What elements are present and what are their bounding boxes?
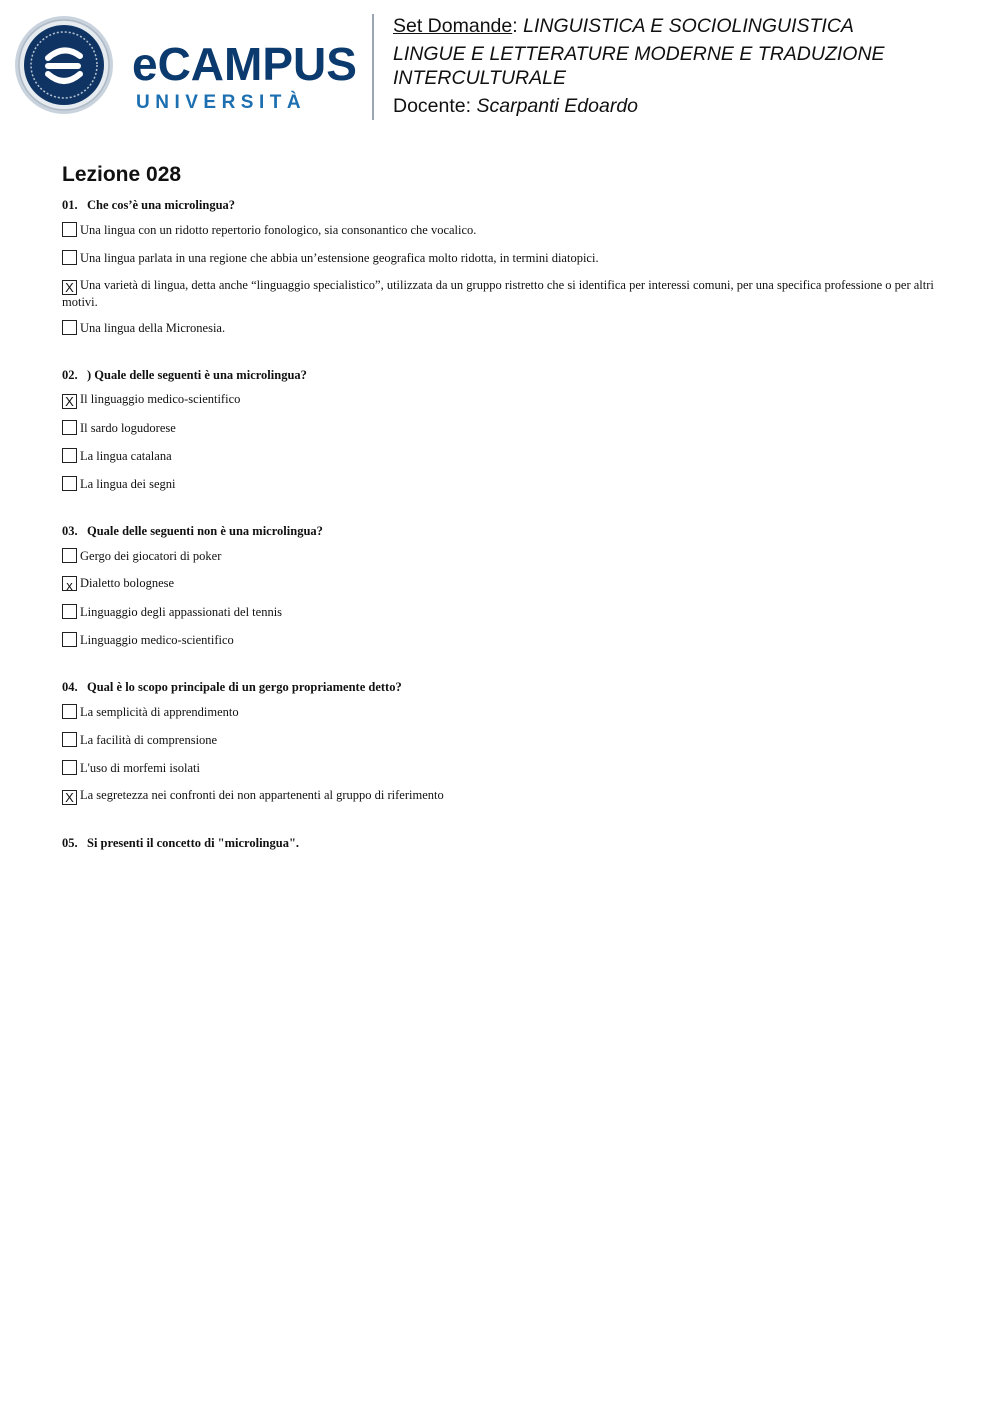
question-number: 04. <box>62 680 78 694</box>
teacher-label: Docente: <box>393 95 472 117</box>
answer-option <box>62 548 942 566</box>
teacher-line <box>393 94 983 118</box>
option-text: Dialetto bolognese <box>80 576 175 590</box>
question-block <box>62 678 942 806</box>
question-block <box>62 522 942 650</box>
option-text: La lingua dei segni <box>80 477 176 491</box>
header-divider <box>372 14 374 120</box>
lesson-title: Lezione 028 <box>62 163 182 186</box>
question-number: 02. <box>62 368 78 382</box>
answer-option <box>62 222 942 240</box>
option-text: Linguaggio degli appassionati del tennis <box>80 605 283 619</box>
checkbox-icon[interactable] <box>62 320 77 335</box>
option-text: Una lingua della Micronesia. <box>80 321 226 335</box>
checkbox-icon[interactable] <box>62 604 77 619</box>
checkbox-icon[interactable] <box>62 704 77 719</box>
answer-option <box>62 250 942 268</box>
course-title: LINGUISTICA E SOCIOLINGUISTICA <box>523 15 854 37</box>
option-text: Una lingua parlata in una regione che abbia un’estensione geografica molto ridotta, in termini diatopici. <box>80 251 599 265</box>
answer-option <box>62 704 942 722</box>
checkbox-icon[interactable] <box>62 222 77 237</box>
set-label: Set Domande <box>393 15 513 37</box>
checked-checkbox-icon[interactable]: X <box>62 394 77 409</box>
checkbox-icon[interactable] <box>62 548 77 563</box>
question-text: Qual è lo scopo principale di un gergo propriamente detto? <box>87 680 402 694</box>
document-header <box>393 14 983 118</box>
answer-option <box>62 320 942 338</box>
logo-wordmark: eCAMPUS <box>132 38 357 90</box>
question-number: 03. <box>62 524 78 538</box>
option-text: La facilità di comprensione <box>80 733 218 747</box>
answer-option <box>62 576 942 594</box>
question-text: Che cos’è una microlingua? <box>87 198 236 212</box>
option-text: L'uso di morfemi isolati <box>80 761 200 775</box>
option-text: Il sardo logudorese <box>80 421 176 435</box>
question-title <box>62 196 942 214</box>
answer-option <box>62 278 942 310</box>
degree-line-1: LINGUE E LETTERATURE MODERNE E TRADUZIONE <box>393 43 885 65</box>
option-text: Linguaggio medico-scientifico <box>80 633 234 647</box>
option-text: La semplicità di apprendimento <box>80 705 239 719</box>
degree-line-2: INTERCULTURALE <box>393 67 566 89</box>
question-title <box>62 678 942 696</box>
question-title <box>62 834 942 852</box>
question-title <box>62 366 942 384</box>
option-text: Una varietà di lingua, detta anche “linguaggio specialistico”, utilizzata da un gruppo ristretto che si identifica per interessi comuni, per una specifica professione o per altri motivi. <box>62 278 934 309</box>
logo-subtitle: UNIVERSITÀ <box>136 92 307 113</box>
set-colon: : <box>512 15 518 37</box>
question-number: 01. <box>62 198 78 212</box>
checkbox-icon[interactable] <box>62 420 77 435</box>
set-line <box>393 14 983 38</box>
option-text: La segretezza nei confronti dei non appartenenti al gruppo di riferimento <box>80 788 444 802</box>
question-block <box>62 834 942 852</box>
checkbox-icon[interactable] <box>62 760 77 775</box>
question-block <box>62 196 942 338</box>
option-text: Il linguaggio medico-scientifico <box>80 392 241 406</box>
checkbox-icon[interactable] <box>62 448 77 463</box>
question-title <box>62 522 942 540</box>
answer-option <box>62 420 942 438</box>
question-list <box>62 196 942 880</box>
option-text: La lingua catalana <box>80 449 172 463</box>
checkbox-icon[interactable] <box>62 632 77 647</box>
answer-option <box>62 604 942 622</box>
ecampus-logo <box>14 14 359 117</box>
option-text: Gergo dei giocatori di poker <box>80 549 222 563</box>
checked-checkbox-icon[interactable]: X <box>62 280 77 295</box>
ecampus-emblem-icon <box>14 14 359 117</box>
answer-option <box>62 476 942 494</box>
answer-option <box>62 788 942 806</box>
question-block <box>62 366 942 494</box>
answer-option <box>62 632 942 650</box>
answer-option <box>62 732 942 750</box>
checkbox-icon[interactable] <box>62 250 77 265</box>
question-text: ) Quale delle seguenti è una microlingua? <box>87 368 307 382</box>
question-number: 05. <box>62 836 78 850</box>
teacher-name: Scarpanti Edoardo <box>476 95 639 117</box>
checkbox-icon[interactable] <box>62 732 77 747</box>
option-text: Una lingua con un ridotto repertorio fonologico, sia consonantico che vocalico. <box>80 223 477 237</box>
question-text: Quale delle seguenti non è una microlingua? <box>87 524 323 538</box>
question-text: Si presenti il concetto di "microlingua". <box>87 836 300 850</box>
answer-option <box>62 760 942 778</box>
checked-checkbox-icon[interactable]: x <box>62 576 77 591</box>
answer-option <box>62 392 942 410</box>
checkbox-icon[interactable] <box>62 476 77 491</box>
answer-option <box>62 448 942 466</box>
checked-checkbox-icon[interactable]: X <box>62 790 77 805</box>
